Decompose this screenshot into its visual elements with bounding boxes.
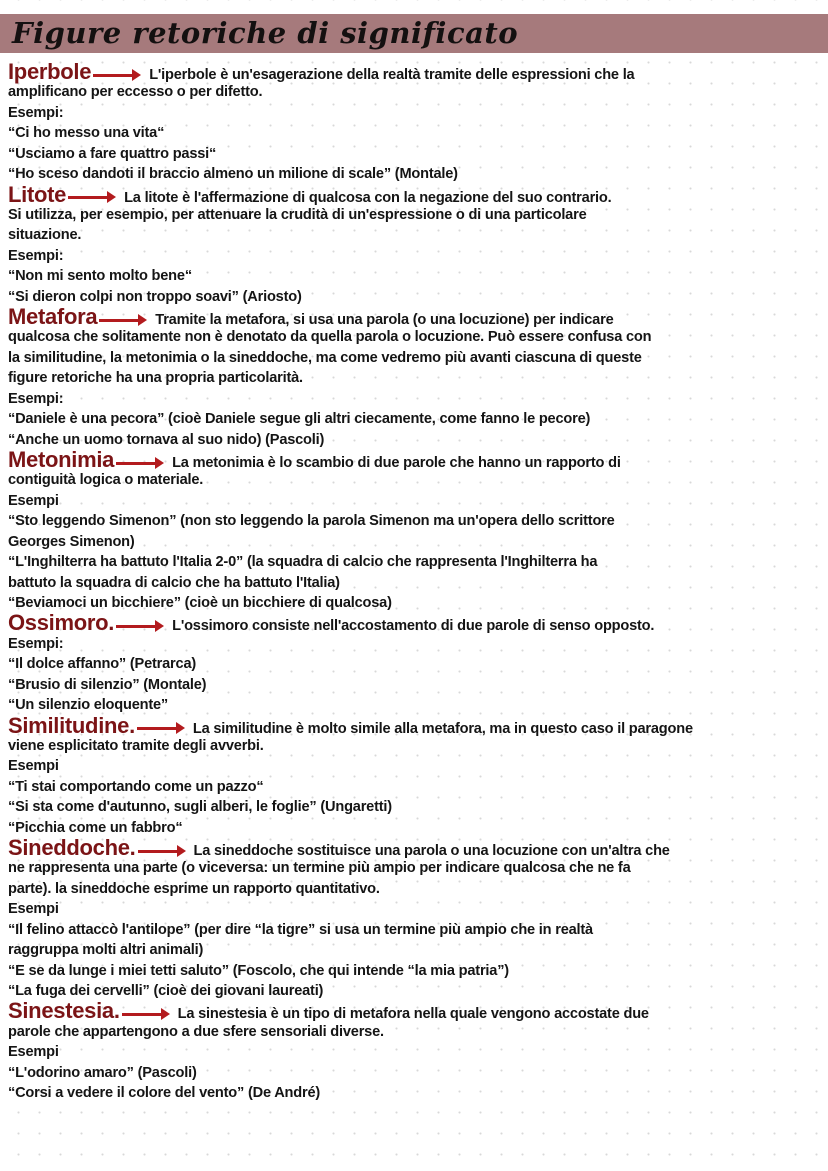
figure-term: Iperbole xyxy=(8,59,92,84)
figure-term: Sinestesia. xyxy=(8,998,120,1024)
section-heading-line xyxy=(8,998,823,1024)
section-heading-line xyxy=(8,610,823,636)
example-line: “L'odorino amaro” (Pascoli) xyxy=(8,1064,197,1081)
figure-term: Metafora xyxy=(8,304,98,330)
figure-section xyxy=(8,610,823,715)
section-heading-line xyxy=(8,181,823,207)
definition-line: ne rappresenta una parte (o viceversa: un termine più ampio per indicare qualcosa che ne fa xyxy=(8,860,631,877)
definition-text: La metonimia è lo scambio di due parole che hanno un rapporto di xyxy=(172,455,621,472)
example-line: “Non mi sento molto bene“ xyxy=(8,268,192,285)
definition-text: Tramite la metafora, si usa una parola (o una locuzione) per indicare xyxy=(155,312,614,329)
example-line: “Il dolce affanno” (Petrarca) xyxy=(8,656,197,673)
example-line: “Picchia come un fabbro“ xyxy=(8,819,183,836)
definition-line: amplificano per eccesso o per difetto. xyxy=(8,84,263,101)
definition-line: situazione. xyxy=(8,227,82,244)
definition-line: qualcosa che solitamente non è denotato da quella parola o locuzione. Può essere confusa con xyxy=(8,329,652,346)
page-title: Figure retoriche di significato xyxy=(12,16,519,50)
example-line: “Si sta come d'autunno, sugli alberi, le foglie” (Ungaretti) xyxy=(8,799,392,816)
section-heading-line xyxy=(8,835,823,861)
example-line: “Ti stai comportando come un pazzo“ xyxy=(8,778,264,795)
figure-section xyxy=(8,835,823,1001)
definition-text: La sinestesia è un tipo di metafora nella quale vengono accostate due xyxy=(177,1006,649,1023)
definition-line: contiguità logica o materiale. xyxy=(8,472,204,489)
example-line: “Brusio di silenzio” (Montale) xyxy=(8,676,207,693)
example-line: “Si dieron colpi non troppo soavi” (Ariosto) xyxy=(8,288,302,305)
example-line: “Ho sceso dandoti il braccio almeno un milione di scale” (Montale) xyxy=(8,166,458,183)
notes-content xyxy=(8,59,823,1104)
section-heading-line xyxy=(8,712,823,738)
examples-label: Esempi xyxy=(8,901,59,918)
example-line: “Ci ho messo una vita“ xyxy=(8,125,165,142)
figure-section xyxy=(8,998,823,1103)
example-line: “La fuga dei cervelli” (cioè dei giovani laureati) xyxy=(8,982,324,999)
figure-term: Litote xyxy=(8,181,67,207)
example-line: “E se da lunge i miei tetti saluto” (Foscolo, che qui intende “la mia patria”) xyxy=(8,962,509,979)
examples-label: Esempi: xyxy=(8,104,64,121)
definition-line: figure retoriche ha una propria particolarità. xyxy=(8,370,303,387)
figure-section xyxy=(8,712,823,839)
examples-label: Esempi xyxy=(8,758,59,775)
example-line: “Corsi a vedere il colore del vento” (De André) xyxy=(8,1085,321,1102)
example-line: “Un silenzio eloquente” xyxy=(8,697,169,714)
examples-label: Esempi xyxy=(8,1044,59,1061)
definition-line: Si utilizza, per esempio, per attenuare la crudità di un'espressione o di una particolare xyxy=(8,206,587,223)
examples-label: Esempi: xyxy=(8,390,64,407)
figure-section xyxy=(8,304,823,450)
definition-line: la similitudine, la metonimia o la sineddoche, ma come vedremo più avanti ciascuna di queste xyxy=(8,349,642,366)
arrow-right-icon xyxy=(122,1013,166,1016)
arrow-right-icon xyxy=(68,196,112,199)
arrow-right-icon xyxy=(116,462,160,465)
arrow-right-icon xyxy=(99,319,143,322)
definition-text: La litote è l'affermazione di qualcosa con la negazione del suo contrario. xyxy=(124,189,612,206)
section-heading-line xyxy=(8,59,823,84)
example-line: “Anche un uomo tornava al suo nido) (Pascoli) xyxy=(8,431,325,448)
definition-line: parole che appartengono a due sfere sensoriali diverse. xyxy=(8,1023,384,1040)
figure-term: Sineddoche. xyxy=(8,835,136,861)
definition-text: La similitudine è molto simile alla metafora, ma in questo caso il paragone xyxy=(192,720,693,737)
examples-label: Esempi: xyxy=(8,247,64,264)
example-line: “Sto leggendo Simenon” (non sto leggendo la parola Simenon ma un'opera dello scrittore xyxy=(8,513,615,530)
example-line: “Usciamo a fare quattro passi“ xyxy=(8,145,217,162)
section-heading-line xyxy=(8,304,823,330)
example-line: “Beviamoci un bicchiere” (cioè un bicchiere di qualcosa) xyxy=(8,594,392,611)
arrow-right-icon xyxy=(137,727,181,730)
figure-section xyxy=(8,181,823,308)
example-line: “Il felino attaccò l'antilope” (per dire “la tigre” si usa un termine più ampio che in realtà xyxy=(8,921,593,938)
arrow-right-icon xyxy=(116,625,160,628)
example-line: raggruppa molti altri animali) xyxy=(8,942,204,959)
example-line: “Daniele è una pecora” (cioè Daniele segue gli altri ciecamente, come fanno le pecore) xyxy=(8,411,591,428)
example-line: battuto la squadra di calcio che ha battuto l'Italia) xyxy=(8,574,340,591)
example-line: “L'Inghilterra ha battuto l'Italia 2-0” (la squadra di calcio che rappresenta l'Inghilterra ha xyxy=(8,554,598,571)
definition-text: L'ossimoro consiste nell'accostamento di due parole di senso opposto. xyxy=(172,618,655,635)
arrow-right-icon xyxy=(138,850,182,853)
example-line: Georges Simenon) xyxy=(8,533,135,550)
figure-term: Similitudine. xyxy=(8,712,135,738)
figure-section xyxy=(8,59,823,185)
figure-term: Metonimia xyxy=(8,447,115,473)
arrow-right-icon xyxy=(93,74,137,77)
section-heading-line xyxy=(8,447,823,473)
definition-line: parte). la sineddoche esprime un rapporto quantitativo. xyxy=(8,880,380,897)
examples-label: Esempi xyxy=(8,492,59,509)
definition-text: L'iperbole è un'esagerazione della realtà tramite delle espressioni che la xyxy=(149,67,635,83)
figure-section xyxy=(8,447,823,613)
definition-line: viene esplicitato tramite degli avverbi. xyxy=(8,737,264,754)
examples-label: Esempi: xyxy=(8,635,64,652)
figure-term: Ossimoro. xyxy=(8,610,115,636)
definition-text: La sineddoche sostituisce una parola o una locuzione con un'altra che xyxy=(193,843,670,860)
